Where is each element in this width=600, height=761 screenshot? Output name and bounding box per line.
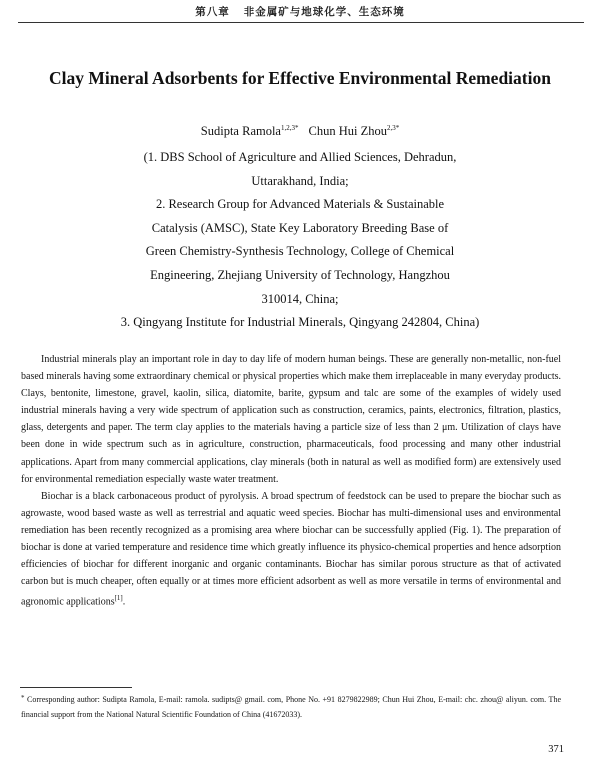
- author-name: Chun Hui Zhou: [308, 124, 387, 139]
- affiliation-line: Engineering, Zhejiang University of Technology, Hangzhou: [150, 267, 450, 282]
- author-affiliation-marker: 1,2,3*: [280, 124, 299, 132]
- citation-reference: [1]: [114, 594, 123, 603]
- chapter-topic: 非金属矿与地球化学、生态环境: [243, 6, 405, 18]
- chapter-label: 第八章: [195, 6, 230, 18]
- footnote-rule: [20, 687, 132, 688]
- author-affiliation-marker: 2,3*: [386, 124, 400, 132]
- affiliation-line: 2. Research Group for Advanced Materials & Sustainable: [155, 197, 445, 212]
- affiliation-line: 3. Qingyang Institute for Industrial Minerals, Qingyang 242804, China): [120, 315, 480, 330]
- paper-title: Clay Mineral Adsorbents for Effective Environmental Remediation: [49, 68, 551, 88]
- affiliation-line: (1. DBS School of Agriculture and Allied Sciences, Dehradun,: [143, 150, 457, 164]
- footnote-marker: *: [21, 694, 25, 702]
- affiliation-line: Green Chemistry-Synthesis Technology, College of Chemical: [145, 244, 455, 259]
- running-header: [0, 4, 600, 19]
- footnote: [21, 691, 561, 722]
- affiliation-line: Catalysis (AMSC), State Key Laboratory Breeding Base of: [151, 220, 449, 235]
- affiliations: [60, 146, 540, 335]
- body-paragraph: Industrial minerals play an important role in day to day life of modern human beings. These are generally non-metallic, non-fuel based minerals having some extraordinary chemical or physical properties which make them irreplaceable in many everyday products. Clays, bentonite, limestone, gravel, kaolin, silica, diatomite, barite, gypsum and talc are some of the examples of widely used industrial minerals having a very wide spectrum of application such as construction, ceramics, paints, electronics, filtration, plastics, glass, detergents and paper. The term clay applies to the materials having a particle size of less than 2 μm. Utilization of clays have been done in wide spectrum such as in agriculture, construction, pharmaceuticals, food processing and many other industrial applications. Apart from many commercial applications, clay minerals (both in natural as well as modified form) are extensively used for environmental remediation especially waste water treatment.: [21, 354, 561, 485]
- author-line: [0, 124, 600, 139]
- author-name: Sudipta Ramola: [200, 124, 281, 139]
- header-rule: [18, 22, 584, 23]
- page-number: 371: [548, 744, 564, 755]
- affiliation-line: Uttarakhand, India;: [251, 173, 349, 188]
- affiliation-line: 310014, China;: [261, 291, 339, 306]
- paragraph-end: .: [122, 596, 126, 608]
- footnote-text: Corresponding author: Sudipta Ramola, E-mail: ramola. sudipts@ gmail. com, Phone No. +91 8279822989; Chun Hui Zhou, E-mail: chc. zhou@ aliyun. com. The financial support from the National Natural Scientific Foundation of China (41672033).: [21, 695, 561, 719]
- body-text: [21, 351, 561, 611]
- body-paragraph: [21, 488, 561, 611]
- paragraph-text: Biochar is a black carbonaceous product of pyrolysis. A broad spectrum of feedstock can be used to prepare the biochar such as agrowaste, wood based waste as well as terrestrial and aquatic weed species. Biochar has multi-dimensional uses and environmental remediation has been recently recognized as a promising area where biochar can be successfully applied (Fig. 1). The preparation of biochar is done at varied temperature and residence time which greatly influence its physico-chemical properties and hence adsorption efficiencies of biochar for different inorganic and organic contaminants. Biochar has similar porous structure as that of activated carbon but is much cheaper, often equally or at times more efficient adsorbent as well as more versatile in terms of environmental and agronomic applications: [21, 490, 561, 608]
